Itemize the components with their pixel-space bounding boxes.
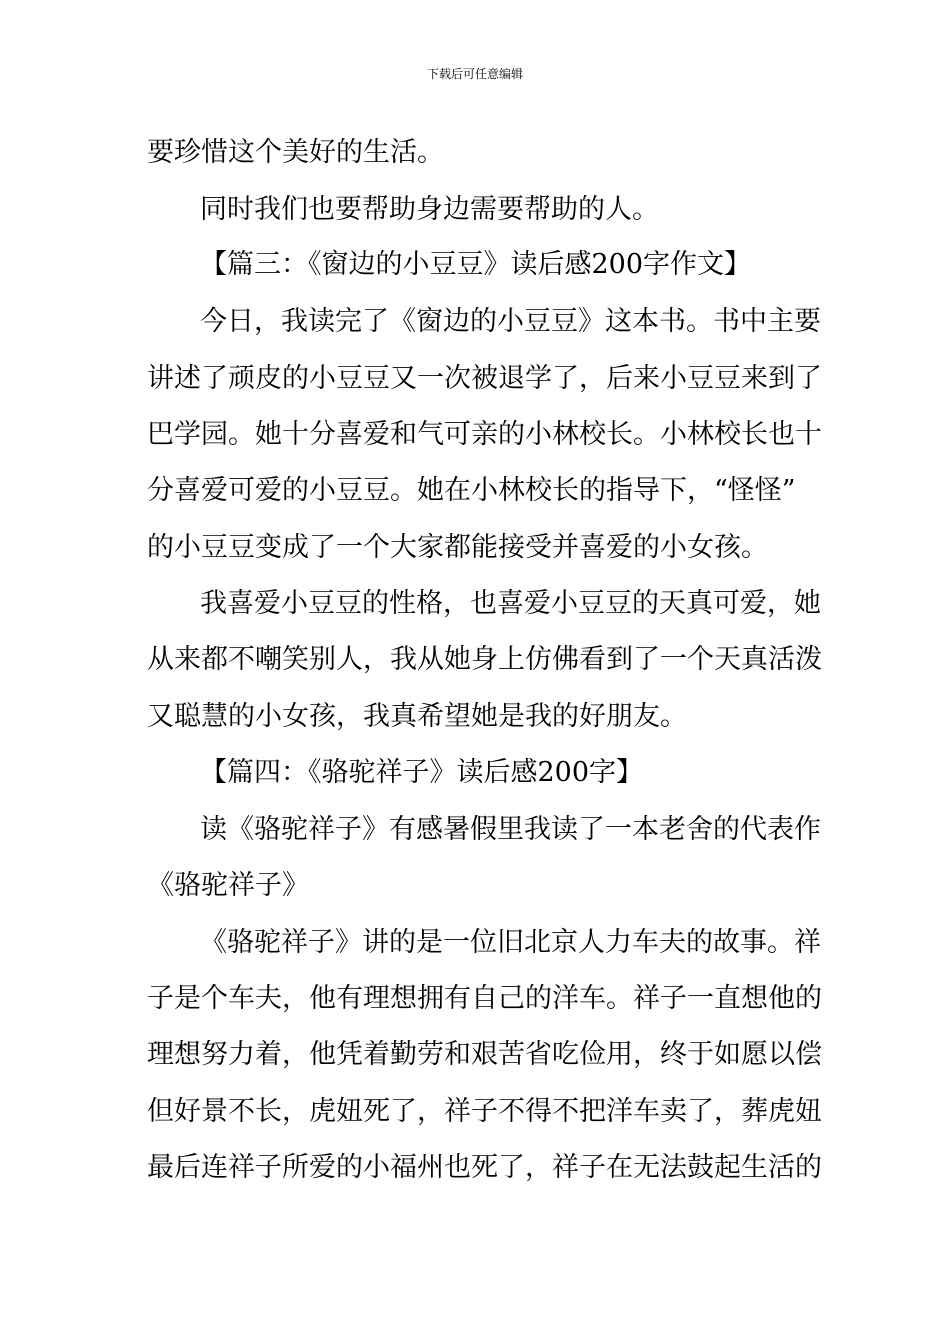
text-line: 同时我们也要帮助身边需要帮助的人。 — [200, 194, 659, 225]
text-line: 又聪慧的小女孩，我真希望她是我的好朋友。 — [147, 701, 687, 732]
text-line: 讲述了顽皮的小豆豆又一次被退学了，后来小豆豆来到了 — [147, 363, 822, 394]
text-line: 从来都不嘲笑别人，我从她身上仿佛看到了一个天真活泼 — [147, 644, 822, 675]
text-line: 理想努力着，他凭着勤劳和艰苦省吃俭用，终于如愿以偿 — [147, 1039, 822, 1070]
page-header: 下载后可任意编辑 — [426, 67, 523, 81]
text-line: 但好景不长，虎妞死了，祥子不得不把洋车卖了，葬虎妞 — [147, 1096, 822, 1127]
text-line: 我喜爱小豆豆的性格，也喜爱小豆豆的天真可爱，她 — [200, 588, 821, 619]
text-line: 要珍惜这个美好的生活。 — [147, 137, 444, 168]
text-line: 今日，我读完了《窗边的小豆豆》这本书。书中主要 — [200, 306, 821, 337]
text-line: 读《骆驼祥子》有感暑假里我读了一本老舍的代表作 — [200, 814, 821, 845]
text-line: 巴学园。她十分喜爱和气可亲的小林校长。小林校长也十 — [147, 419, 822, 450]
text-line: 子是个车夫，他有理想拥有自己的洋车。祥子一直想他的 — [147, 983, 822, 1014]
text-line: 分喜爱可爱的小豆豆。她在小林校长的指导下，“怪怪” — [147, 475, 796, 506]
text-line: 的小豆豆变成了一个大家都能接受并喜爱的小女孩。 — [147, 532, 768, 563]
text-line: 最后连祥子所爱的小福州也死了，祥子在无法鼓起生活的 — [147, 1152, 822, 1183]
text-line: 《骆驼祥子》 — [147, 870, 309, 901]
section-heading: 【篇四：《骆驼祥子》读后感200字】 — [200, 757, 644, 788]
text-line: 《骆驼祥子》讲的是一位旧北京人力车夫的故事。祥 — [200, 927, 821, 958]
section-heading: 【篇三：《窗边的小豆豆》读后感200字作文】 — [200, 249, 752, 280]
